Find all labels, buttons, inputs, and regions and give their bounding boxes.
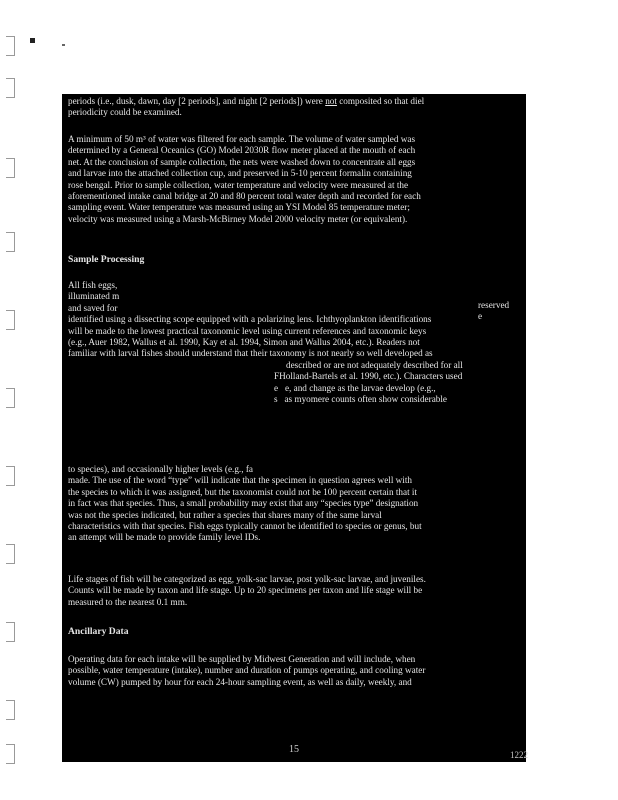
text-line: and saved for [68,302,118,313]
bates-number: 1222 [510,750,528,760]
text-line: characteristics with that species. Fish eggs typically cannot be identified to species or genus, but [68,521,422,532]
text-line: s as myomere counts often show considerable [274,394,447,405]
section-heading: Ancillary Data [68,626,129,637]
partial-lines [274,360,524,406]
text-line: e e, and change as the larvae develop (e.g., [274,382,436,393]
paragraph-diel [68,96,520,119]
document-page [62,94,526,762]
page-number: 15 [289,744,299,755]
text-fragment: e [478,311,483,321]
text-line: made. The use of the word “type” will indicate that the specimen in question agrees well with [68,475,413,486]
text-line: aforementioned intake canal bridge at 20 and 80 percent total water depth and recorded for each [68,191,421,202]
binding-mark [6,466,15,486]
text-fragment: reserved [478,300,510,310]
binding-mark [6,700,15,720]
text-line: volume (CW) pumped by hour for each 24-hour sampling event, as well as daily, weekly, and [68,676,412,687]
binding-mark [6,544,15,564]
text-line: periods (i.e., dusk, dawn, day [2 periods], and night [2 periods]) were not composited so that diel [68,96,425,106]
text-line: Counts will be made by taxon and life stage. Up to 20 specimens per taxon and life stage will be [68,585,423,596]
text-line: determined by a General Oceanics (GO) Model 2030R flow meter placed at the mouth of each [68,145,416,156]
text-line: and larvae into the attached collection cup, and preserved in 5-10 percent formalin containing [68,168,412,179]
scan-speck [62,44,65,46]
text-line: All fish eggs, [68,280,118,290]
paragraph-processing [68,280,520,360]
text-line: the species to which it was assigned, but the taxonomist could not be 100 percent certain that it [68,486,418,497]
text-line: net. At the conclusion of sample collection, the nets were washed down to concentrate all eggs [68,156,416,167]
text-line: (e.g., Auer 1982, Wallus et al. 1990, Kay et al. 1994, Simon and Wallus 2004, etc.). Readers not [68,337,420,348]
text-line: rose bengal. Prior to sample collection, water temperature and velocity were measured at the [68,179,409,190]
binding-mark [6,388,15,408]
binding-mark [6,622,15,642]
text-line: familiar with larval fishes should understand that their taxonomy is not nearly so well developed as [68,348,433,359]
scan-speck [30,38,35,43]
binding-mark [6,78,15,98]
binding-mark [6,310,15,330]
text-line: an attempt will be made to provide family level IDs. [68,532,261,543]
text-line: identified using a dissecting scope equipped with a polarizing lens. Ichthyoplankton identifications [68,314,432,325]
text-line: A minimum of 50 m³ of water was filtered for each sample. The volume of water sampled was [68,134,416,144]
paragraph-taxonomy [68,464,520,544]
text-line: sampling event. Water temperature was measured using an YSI Model 85 temperature meter; [68,202,410,213]
text-line: described or are not adequately described for all [286,360,463,370]
binding-mark [6,36,15,56]
text-line: possible, water temperature (intake), number and duration of pumps operating, and cooling water [68,665,426,676]
text-line: Life stages of fish will be categorized as egg, yolk-sac larvae, post yolk-sac larvae, and juveniles. [68,574,426,584]
binding-mark [6,744,15,764]
text-line: will be made to the lowest practical taxonomic level using current references and taxonomic keys [68,325,427,336]
scan-binding-edge [0,0,22,800]
paragraph-sampling [68,134,520,225]
text-line: to species), and occasionally higher levels (e.g., fa [68,464,253,474]
paragraph-life-stages [68,574,520,608]
binding-mark [6,232,15,252]
paragraph-ancillary [68,654,520,688]
text-line: was not the species indicated, but rather a species that shares many of the same larval [68,509,382,520]
text-line: Operating data for each intake will be supplied by Midwest Generation and will include, when [68,654,416,664]
section-heading: Sample Processing [68,254,145,265]
text-line: FHolland-Bartels et al. 1990, etc.). Characters used [274,371,463,382]
text-line: velocity was measured using a Marsh-McBirney Model 2000 velocity meter (or equivalent). [68,213,408,224]
text-line: in fact was that species. Thus, a small probability may exist that any “species type” designation [68,498,419,509]
text-line: illuminated m [68,291,120,302]
text-line: measured to the nearest 0.1 mm. [68,596,188,607]
text-line: periodicity could be examined. [68,107,182,118]
binding-mark [6,158,15,178]
